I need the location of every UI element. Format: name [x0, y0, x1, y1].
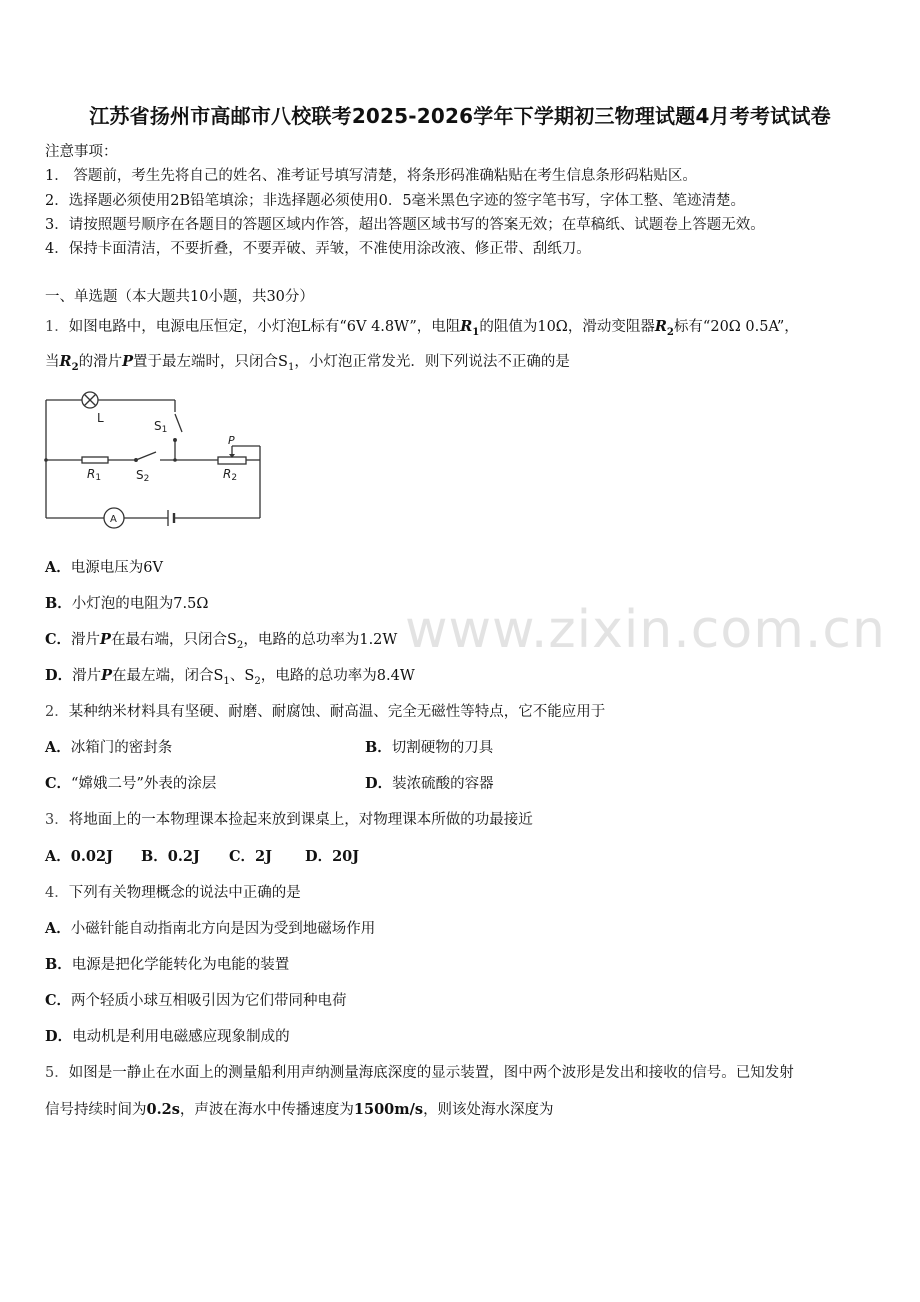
section-heading: 一、单选题（本大题共10小题，共30分）: [45, 289, 314, 305]
notice-item-1: 1． 答题前，考生先将自己的姓名、准考证号填写清楚，将条形码准确粘贴在考生信息条形码粘贴区。: [45, 168, 697, 184]
question-1-line-2: 当$R_2$的滑片P置于最左端时，只闭合$S_1$，小灯泡正常发光．则下列说法不正确的是: [45, 353, 570, 373]
exam-title: 江苏省扬州市高邮市八校联考2025-2026学年下学期初三物理试题4月考考试试卷: [89, 104, 831, 128]
label-lamp: L: [97, 411, 104, 425]
question-2: 2．某种纳米材料具有坚硬、耐磨、耐腐蚀、耐高温、完全无磁性等特点，它不能应用于: [45, 704, 606, 720]
q4-option-c: C．两个轻质小球互相吸引因为它们带同种电荷: [45, 992, 347, 1009]
label-s2: S2: [136, 468, 150, 484]
ammeter-icon: A: [110, 514, 117, 525]
notice-item-2: 2．选择题必须使用2B铅笔填涂；非选择题必须使用0．5毫米黑色字迹的签字笔书写，字体工整、笔迹清楚。: [45, 193, 746, 209]
q1-option-d: D．滑片P在最左端，闭合$S_1$、$S_2$，电路的总功率为8.4W: [45, 667, 415, 687]
watermark: www.zixin.com.cn: [405, 600, 886, 660]
q2-option-a: A．冰箱门的密封条: [45, 739, 173, 756]
label-p: P: [228, 434, 235, 447]
q1-option-b: B．小灯泡的电阻为7.5Ω: [45, 595, 209, 612]
question-number: 1．: [45, 319, 69, 335]
label-r2: R2: [223, 467, 238, 483]
q2-option-d: D．装浓硫酸的容器: [365, 775, 494, 792]
q3-option-b: B．0.2J: [141, 848, 200, 865]
question-3: 3．将地面上的一本物理课本捡起来放到课桌上，对物理课本所做的功最接近: [45, 812, 533, 828]
notice-item-4: 4．保持卡面清洁，不要折叠，不要弄破、弄皱，不准使用涂改液、修正带、刮纸刀。: [45, 241, 591, 257]
label-s1: S1: [154, 419, 168, 435]
q2-option-c: C．“嫦娥二号”外表的涂层: [45, 775, 217, 792]
q2-option-b: B．切割硬物的刀具: [365, 739, 494, 756]
q3-option-c: C．2J: [229, 848, 272, 865]
q1-option-c: C．滑片P在最右端，只闭合$S_2$，电路的总功率为1.2W: [45, 631, 398, 651]
question-1-line-1: 1．如图电路中，电源电压恒定，小灯泡L标有“6V 4.8W”，电阻$R_1$的阻值为10Ω，滑动变阻器$R_2$标有“20Ω 0.5A”，: [45, 318, 799, 338]
question-5-line-1: 5．如图是一静止在水面上的测量船利用声纳测量海底深度的显示装置，图中两个波形是发出和接收的信号。已知发射: [45, 1065, 794, 1081]
q4-option-a: A．小磁针能自动指南北方向是因为受到地磁场作用: [45, 920, 376, 937]
q4-option-b: B．电源是把化学能转化为电能的装置: [45, 956, 290, 973]
notice-item-3: 3．请按照题号顺序在各题目的答题区域内作答，超出答题区域书写的答案无效；在草稿纸、试题卷上答题无效。: [45, 217, 765, 233]
notice-heading: 注意事项：: [45, 144, 118, 160]
q4-option-d: D．电动机是利用电磁感应现象制成的: [45, 1028, 290, 1045]
q3-option-d: D．20J: [305, 848, 360, 865]
circuit-diagram: [40, 388, 270, 533]
label-r1: R1: [87, 467, 102, 483]
question-5-line-2: 信号持续时间为0.2s，声波在海水中传播速度为1500m/s，则该处海水深度为: [45, 1101, 554, 1118]
q3-option-a: A．0.02J: [45, 848, 113, 865]
q1-option-a: A．电源电压为6V: [45, 559, 163, 576]
question-4: 4．下列有关物理概念的说法中正确的是: [45, 885, 301, 901]
